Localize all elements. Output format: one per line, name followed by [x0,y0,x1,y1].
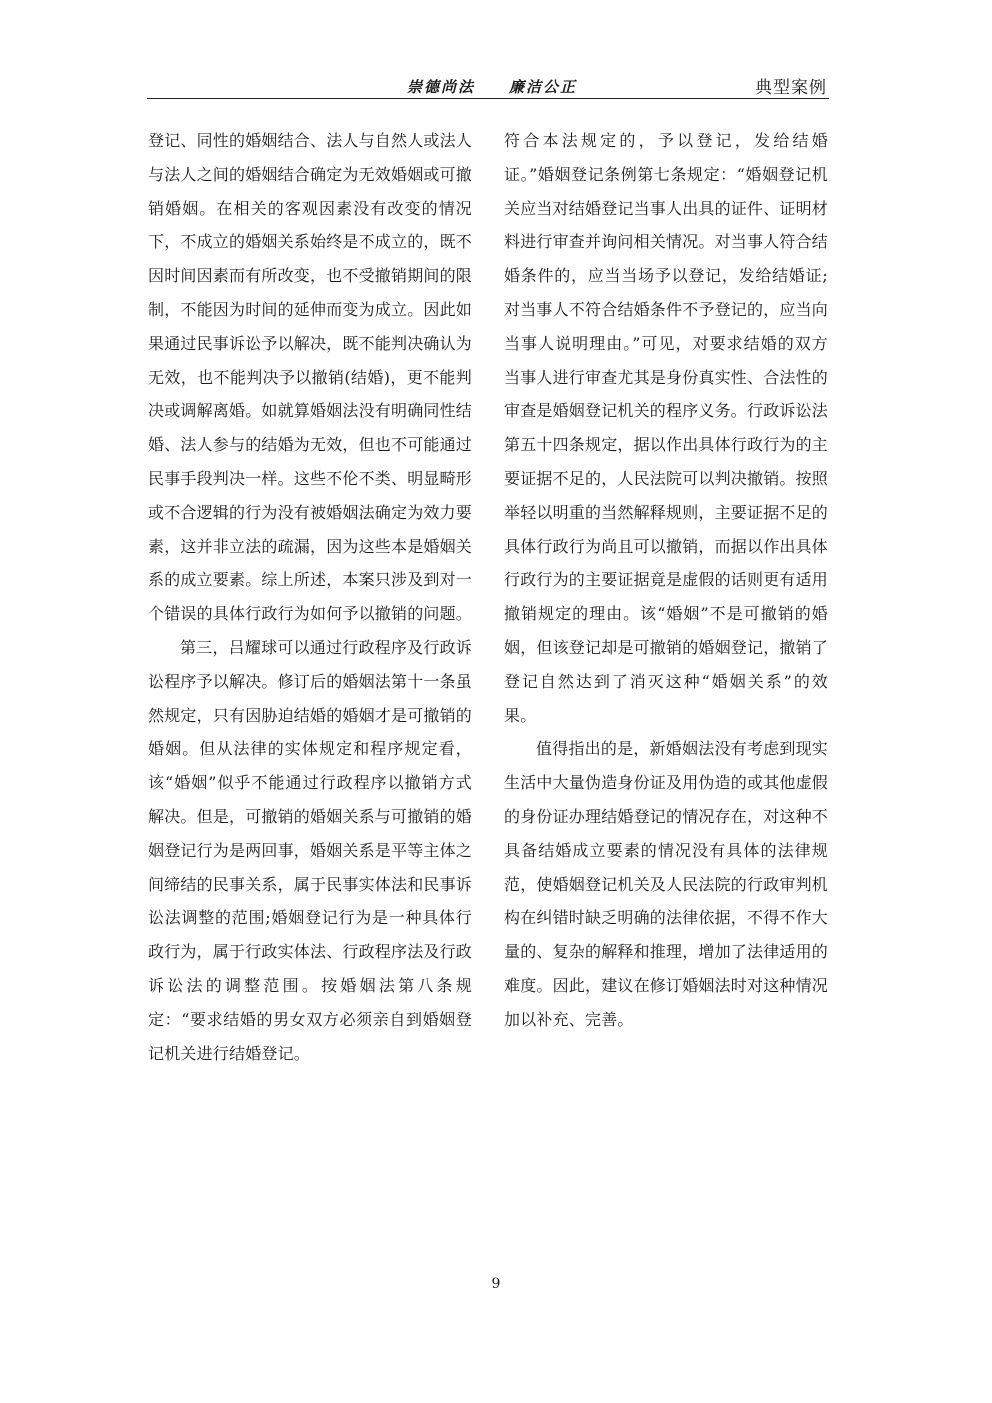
right-paragraph-1: 符合本法规定的，予以登记，发给结婚证。”婚姻登记条例第七条规定：“婚姻登记机关应当对结婚登记当事人出具的证件、证明材料进行审查并询问相关情况。对当事人符合结婚条件的，应当当场予以登记，发给结婚证;对当事人不符合结婚条件不予登记的，应当向当事人说明理由。”可见，对要求结婚的双方当事人进行审查尤其是身份真实性、合法性的审查是婚姻登记机关的程序义务。行政诉讼法第五十四条规定，据以作出具体行政行为的主要证据不足的，人民法院可以判决撤销。按照举轻以明重的当然解释规则，主要证据不足的具体行政行为尚且可以撤销，而据以作出具体行政行为的主要证据竟是虚假的话则更有适用撤销规定的理由。该“婚姻”不是可撤销的婚姻，但该登记却是可撤销的婚姻登记，撤销了登记自然达到了消灭这种“婚姻关系”的效果。 [504,131,829,725]
right-paragraph-2: 值得指出的是，新婚姻法没有考虑到现实生活中大量伪造身份证及用伪造的或其他虚假的身份证办理结婚登记的情况存在，对这种不具备结婚成立要素的情况没有具体的法律规范，使婚姻登记机关及人民法院的行政审判机构在纠错时缺乏明确的法律依据，不得不作大量的、复杂的解释和推理，增加了法律适用的难度。因此，建议在修订婚姻法时对这种情况加以补充、完善。 [504,739,829,1029]
header-section-title: 典型案例 [755,78,827,98]
right-column [504,124,828,1037]
left-column [148,124,472,1070]
page-header [147,68,829,99]
header-motto: 崇德尚法 廉洁公正 [407,78,578,96]
page-number: 9 [491,1276,501,1292]
left-paragraph-2: 第三，吕耀球可以通过行政程序及行政诉讼程序予以解决。修订后的婚姻法第十一条虽然规定，只有因胁迫结婚的婚姻才是可撤销的婚姻。但从法律的实体规定和程序规定看，该“婚姻”似乎不能通过行政程序以撤销方式解决。但是，可撤销的婚姻关系与可撤销的婚姻登记行为是两回事，婚姻关系是平等主体之间缔结的民事关系，属于民事实体法和民事诉讼法调整的范围;婚姻登记行为是一种具体行政行为，属于行政实体法、行政程序法及行政诉讼法的调整范围。按婚姻法第八条规定：“要求结婚的男女双方必须亲自到婚姻登记机关进行结婚登记。 [148,637,473,1063]
left-paragraph-1: 登记、同性的婚姻结合、法人与自然人或法人与法人之间的婚姻结合确定为无效婚姻或可撤销婚姻。在相关的客观因素没有改变的情况下，不成立的婚姻关系始终是不成立的，既不因时间因素而有所改变，也不受撤销期间的限制，不能因为时间的延伸而变为成立。因此如果通过民事诉讼予以解决，既不能判决确认为无效，也不能判决予以撤销(结婚)，更不能判决或调解离婚。如就算婚姻法没有明确同性结婚、法人参与的结婚为无效，但也不可能通过民事手段判决一样。这些不伦不类、明显畸形或不合逻辑的行为没有被婚姻法确定为效力要素，这并非立法的疏漏，因为这些本是婚姻关系的成立要素。综上所述，本案只涉及到对一个错误的具体行政行为如何予以撤销的问题。 [148,131,473,624]
